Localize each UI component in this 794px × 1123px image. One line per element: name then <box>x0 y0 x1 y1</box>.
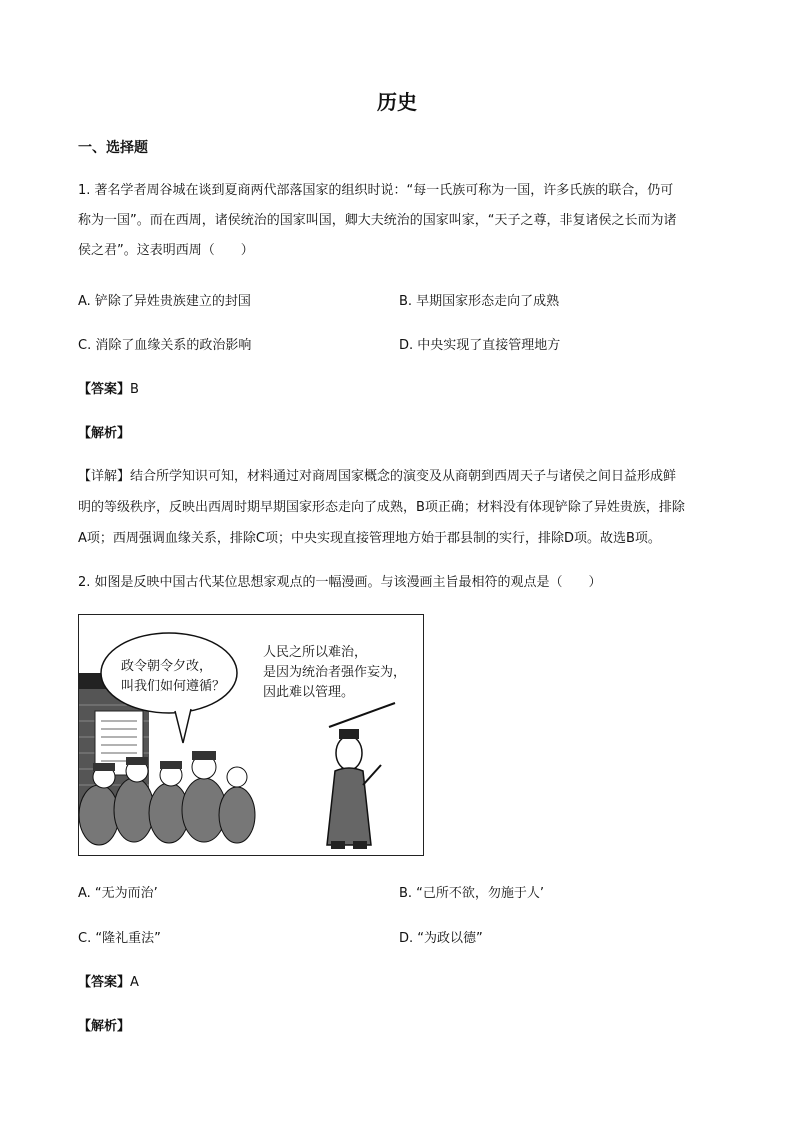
q1-answer-value: B <box>130 382 139 397</box>
q1-option-b: B. 早期国家形态走向了成熟 <box>399 294 560 309</box>
q1-option-d: D. 中央实现了直接管理地方 <box>399 338 561 353</box>
q1-answer-label: 【答案】 <box>78 382 131 397</box>
q2-answer-label: 【答案】 <box>78 975 131 990</box>
q2-option-d: D. “为政以德” <box>399 931 483 946</box>
comic-illustration <box>78 614 424 856</box>
comic-right-text: 人民之所以难治， 是因为统治者强作妄为， 因此难以管理。 <box>263 645 407 700</box>
q2-analysis-label: 【解析】 <box>78 1019 131 1034</box>
q2-option-a: A. “无为而治’ <box>78 886 158 901</box>
q2-answer <box>78 971 139 990</box>
q2-option-c: C. “隆礼重法” <box>78 931 161 946</box>
q1-option-c: C. 消除了血缘关系的政治影响 <box>78 338 252 353</box>
q1-answer <box>78 378 139 397</box>
q1-detail <box>78 461 728 554</box>
q2-answer-value: A <box>130 975 139 990</box>
q1-detail-line-2: 明的等级秩序，反映出西周时期早期国家形态走向了成熟，B项正确；材料没有体现铲除了异姓贵族，排除 <box>78 500 685 515</box>
q1-detail-line-1: 【详解】结合所学知识可知，材料通过对商周国家概念的演变及从商朝到西周天子与诸侯之间日益形成鲜 <box>78 469 677 484</box>
q1-stem-line-2: 称为一国”。而在西周，诸侯统治的国家叫国，卿大夫统治的国家叫家，“天子之尊，非复诸侯之长而为诸 <box>78 213 677 228</box>
q1-stem-line-3: 侯之君”。这表明西周（ ） <box>78 243 254 258</box>
q1-stem-line-1: 1. 著名学者周谷城在谈到夏商两代部落国家的组织时说：“每一氏族可称为一国，许多氏族的联合，仍可 <box>78 183 674 198</box>
q1-detail-line-3: A项；西周强调血缘关系，排除C项；中央实现直接管理地方始于郡县制的实行，排除D项。故选B项。 <box>78 531 661 546</box>
q1-option-a: A. 铲除了异姓贵族建立的封国 <box>78 294 251 309</box>
comic-left-bubble-text: 政令朝令夕改， 叫我们如何遵循？ <box>121 659 226 694</box>
page-title: 历史 <box>377 90 417 114</box>
q2-option-b: B. “己所不欲，勿施于人’ <box>399 886 545 901</box>
q1-analysis-label: 【解析】 <box>78 426 131 441</box>
section-title: 一、选择题 <box>78 140 148 156</box>
q1-stem <box>78 176 728 266</box>
q2-stem: 2. 如图是反映中国古代某位思想家观点的一幅漫画。与该漫画主旨最相符的观点是（ ） <box>78 575 602 590</box>
